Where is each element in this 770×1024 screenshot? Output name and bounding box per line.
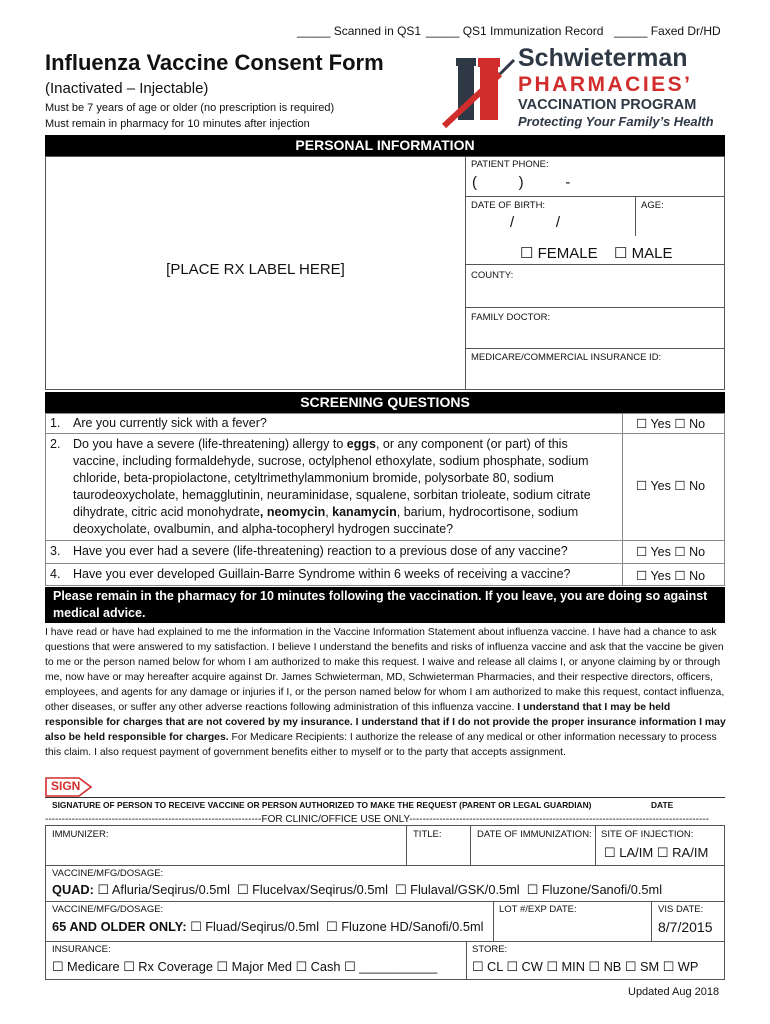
logo-line1: Schwieterman (518, 44, 688, 72)
q3-yes-checkbox[interactable]: ☐ (636, 545, 648, 559)
family-doctor-label: FAMILY DOCTOR: (471, 312, 551, 323)
wait-note: Must remain in pharmacy for 10 minutes after injection (45, 118, 310, 130)
q2-answer: ☐ Yes ☐ No (636, 479, 706, 493)
wait-warning: Please remain in the pharmacy for 10 minutes following the vaccination. If you leave, you are doing so against medical advice. (45, 587, 725, 623)
date-of-immunization-label: DATE OF IMMUNIZATION: (477, 829, 592, 840)
q1-number: 1. (50, 416, 61, 430)
personal-info-heading: PERSONAL INFORMATION (45, 135, 725, 156)
site-options: ☐ LA/IM ☐ RA/IM (604, 845, 709, 860)
q2-no-checkbox[interactable]: ☐ (674, 479, 686, 493)
rx-label-placeholder: [PLACE RX LABEL HERE] (166, 261, 345, 278)
vaccine-mfg-dosage-label-2: VACCINE/MFG/DOSAGE: (52, 904, 164, 915)
ra-im-checkbox[interactable]: ☐ (656, 845, 669, 860)
female-checkbox[interactable]: ☐ (520, 245, 534, 262)
la-im-checkbox[interactable]: ☐ (604, 845, 616, 860)
age-label: AGE: (641, 200, 664, 211)
flucelvax-checkbox[interactable]: ☐ (237, 882, 249, 897)
q4-text: Have you ever developed Guillain-Barre Syndrome within 6 weeks of receiving a vaccine? (73, 567, 571, 581)
vaccine-mfg-dosage-label-1: VACCINE/MFG/DOSAGE: (52, 868, 164, 879)
sign-tag-label: SIGN (51, 779, 81, 793)
q4-answer: ☐ Yes ☐ No (636, 569, 706, 583)
logo-line4: Protecting Your Family’s Health (518, 114, 714, 129)
q2-number: 2. (50, 437, 61, 451)
store-cl-checkbox[interactable]: ☐ (472, 959, 484, 974)
male-checkbox[interactable]: ☐ (613, 245, 628, 262)
store-sm-checkbox[interactable]: ☐ (624, 959, 637, 974)
q2-yes-checkbox[interactable]: ☐ (636, 479, 648, 493)
fluzone-checkbox[interactable]: ☐ (526, 882, 539, 897)
q3-answer: ☐ Yes ☐ No (636, 545, 706, 559)
store-nb-checkbox[interactable]: ☐ (588, 959, 600, 974)
office-use-divider: -----------------------------------------------------------------FOR CLINIC/OFFICE USE ONLY------------------------------------------------------------------------------------------ (45, 814, 709, 825)
rx-coverage-checkbox[interactable]: ☐ (123, 959, 135, 974)
quad-options: QUAD: ☐ Afluria/Seqirus/0.5ml ☐ Flucelvax/Seqirus/0.5ml ☐ Flulaval/GSK/0.5ml ☐ Fluzone/Sanofi/0.5ml (52, 882, 663, 897)
fluad-checkbox[interactable]: ☐ (190, 919, 202, 934)
patient-phone-field[interactable]: ( ) - (472, 174, 571, 191)
form-title: Influenza Vaccine Consent Form (45, 50, 384, 75)
logo-line3: VACCINATION PROGRAM (518, 97, 697, 113)
consent-text: I have read or have had explained to me the information in the Vaccine Information Statement about influenza vaccine. I have had a chance to ask questions that were answered to my satisfaction. I believe I understand the benefits and risks of influenza vaccine and ask that the vaccine be given to me or the person named below for whom I am authorized to make this request. I waive and release all claims I, or anyone claiming by or through me, now have or may hereafter acquire against Dr. James Schwieterman, MD, Schwieterman Pharmacies, and their respective directors, officers, employees, and agents for any damage or injuries if I, or the person named below for whom I am authorized to make this request, contact influenza, other diseases, or suffer any other adverse reactions following administration of this influenza vaccine. I understand that I may be held responsible for charges that are not covered by my insurance. I understand that if I do not provide the proper insurance information I may also be held responsible for charges. For Medicare Recipients: I authorize the release of any medical or other information necessary to process this claim. I also request payment of government benefits either to myself or to the party that accepts assignment. (45, 627, 726, 758)
q2-text: Do you have a severe (life-threatening) allergy to eggs, or any component (or part) of this vaccine, including formaldehyde, sucrose, octylphenol ethoxylate, sodium phosphate, sodium chloride, beta-propiolactone, cetyltrimethylammonium bromide, polysorbate 80, sodium taurodeoxycholate, hemagglutinin, neuraminidase, squalene, sorbitan trioleate, sodium citrate dihydrate, citric acid monohydrate, neomycin, kanamycin, barium, hydrocortisone, sodium deoxycholate, ovalbumin, and alpha-tocopheryl hydrogen succinate? (73, 437, 591, 536)
scanned-check: _____ Scanned in QS1 (297, 24, 422, 38)
pharmacy-logo (440, 44, 730, 130)
rx-label-area (45, 156, 466, 390)
signature-label: SIGNATURE OF PERSON TO RECEIVE VACCINE OR PERSON AUTHORIZED TO MAKE THE REQUEST (PARENT OR LEGAL GUARDIAN) (52, 800, 592, 810)
screening-heading: SCREENING QUESTIONS (45, 392, 725, 413)
q3-no-checkbox[interactable]: ☐ (674, 545, 686, 559)
other-insurance-field[interactable]: ___________ (359, 959, 438, 974)
q3-number: 3. (50, 544, 61, 558)
insurance-label: INSURANCE: (52, 944, 111, 955)
fluzone-hd-checkbox[interactable]: ☐ (326, 919, 338, 934)
gender-options (520, 244, 672, 262)
afluria-checkbox[interactable]: ☐ (97, 882, 109, 897)
county-label: COUNTY: (471, 270, 514, 281)
medicare-checkbox[interactable]: ☐ (52, 959, 64, 974)
title-label: TITLE: (413, 829, 442, 840)
store-cw-checkbox[interactable]: ☐ (506, 959, 518, 974)
signature-line[interactable] (45, 797, 725, 798)
dob-label: DATE OF BIRTH: (471, 200, 546, 211)
store-label: STORE: (472, 944, 508, 955)
age-note: Must be 7 years of age or older (no prescription is required) (45, 102, 335, 114)
male-label: MALE (631, 245, 673, 262)
date-label: DATE (651, 800, 674, 810)
q1-text: Are you currently sick with a fever? (73, 416, 267, 430)
female-label: FEMALE (537, 245, 598, 262)
form-subtitle: (Inactivated – Injectable) (45, 80, 209, 97)
immunizer-label: IMMUNIZER: (52, 829, 109, 840)
q4-yes-checkbox[interactable]: ☐ (636, 569, 648, 583)
major-med-checkbox[interactable]: ☐ (216, 959, 229, 974)
vis-date-value: 8/7/2015 (658, 919, 713, 935)
other-insurance-checkbox[interactable]: ☐ (344, 959, 356, 974)
senior-options: 65 AND OLDER ONLY: ☐ Fluad/Seqirus/0.5ml ☐ Fluzone HD/Sanofi/0.5ml (52, 919, 484, 934)
store-wp-checkbox[interactable]: ☐ (662, 959, 675, 974)
q1-yes-checkbox[interactable]: ☐ (636, 417, 648, 431)
logo-line2: PHARMACIES’ (518, 73, 693, 96)
cash-checkbox[interactable]: ☐ (295, 959, 308, 974)
q4-no-checkbox[interactable]: ☐ (674, 569, 686, 583)
q1-answer: ☐ Yes ☐ No (636, 417, 706, 431)
store-options: ☐ CL ☐ CW ☐ MIN ☐ NB ☐ SM ☐ WP (472, 959, 699, 974)
dob-field[interactable]: / / (510, 214, 561, 231)
lot-exp-label: LOT #/EXP DATE: (499, 904, 577, 915)
q4-number: 4. (50, 567, 61, 581)
store-min-checkbox[interactable]: ☐ (546, 959, 558, 974)
patient-phone-label: PATIENT PHONE: (471, 159, 549, 170)
insurance-options: ☐ Medicare ☐ Rx Coverage ☐ Major Med ☐ Cash ☐ ___________ (52, 959, 438, 974)
vis-date-label: VIS DATE: (658, 904, 704, 915)
insurance-id-label: MEDICARE/COMMERCIAL INSURANCE ID: (471, 352, 662, 363)
flulaval-checkbox[interactable]: ☐ (395, 882, 407, 897)
q1-no-checkbox[interactable]: ☐ (674, 417, 686, 431)
site-of-injection-label: SITE OF INJECTION: (601, 829, 694, 840)
q3-text: Have you ever had a severe (life-threatening) reaction to a previous dose of any vaccine? (73, 544, 568, 558)
qs1-record-check: _____ QS1 Immunization Record (426, 24, 604, 38)
faxed-check: _____ Faxed Dr/HD (614, 24, 721, 38)
syringe-vial-icon (440, 44, 516, 130)
updated-date: Updated Aug 2018 (628, 986, 720, 998)
